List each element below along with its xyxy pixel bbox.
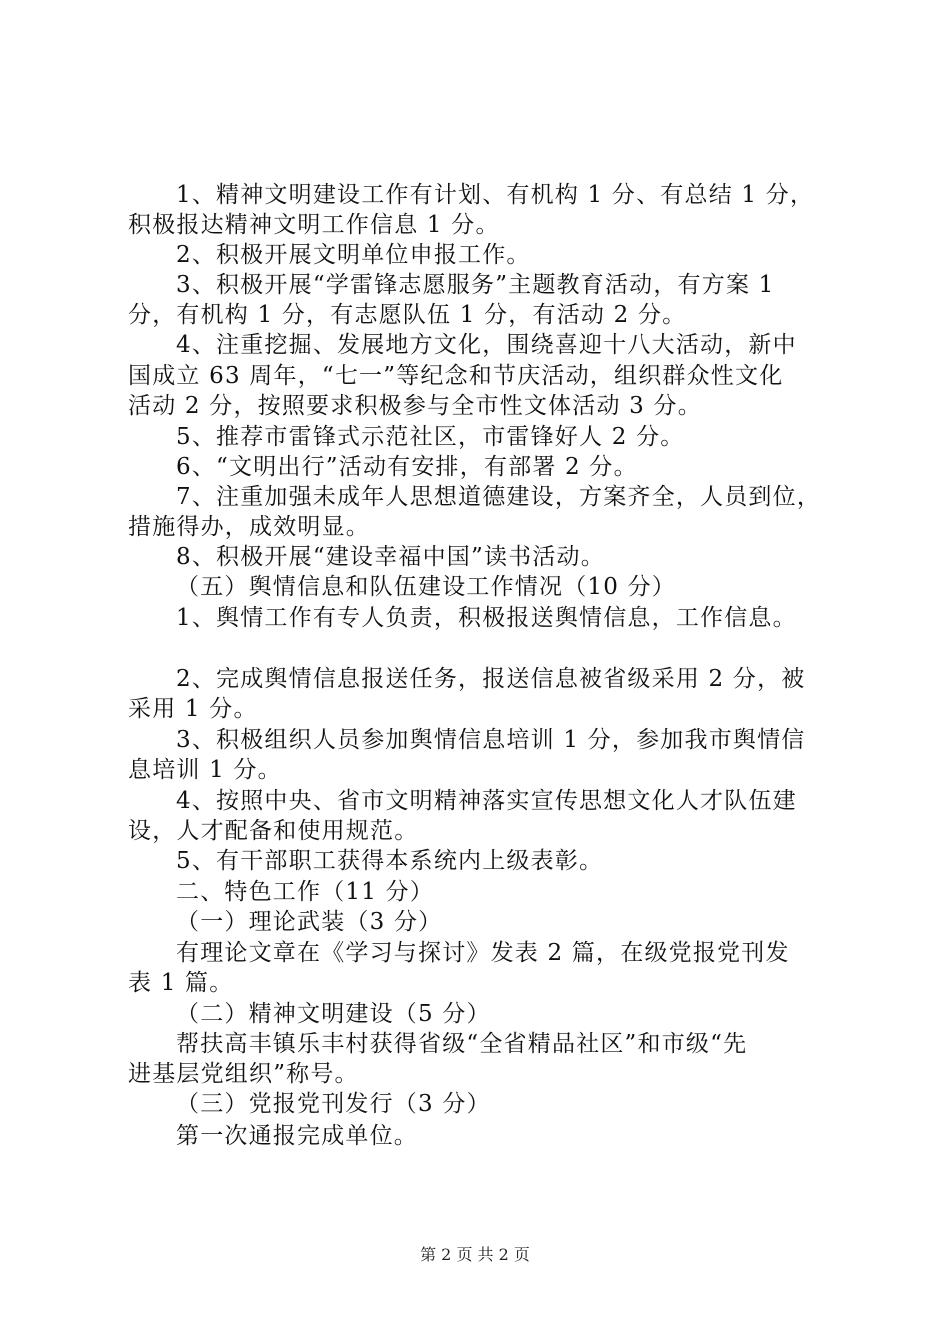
paragraph-line: 4、按照中央、省市文明精神落实宣传思想文化人才队伍建 bbox=[176, 788, 797, 814]
paragraph-line: 3、积极组织人员参加舆情信息培训 1 分，参加我市舆情信 bbox=[176, 727, 806, 753]
paragraph-line: 分，有机构 1 分，有志愿队伍 1 分，有活动 2 分。 bbox=[128, 302, 687, 328]
section-heading: （三）党报党刊发行（3 分） bbox=[176, 1091, 491, 1117]
paragraph-line: 2、积极开展文明单位申报工作。 bbox=[176, 242, 531, 268]
paragraph-line: 1、舆情工作有专人负责，积极报送舆情信息，工作信息。 bbox=[176, 605, 797, 631]
paragraph-line: 积极报达精神文明工作信息 1 分。 bbox=[128, 212, 500, 238]
paragraph-line: 5、有干部职工获得本系统内上级表彰。 bbox=[176, 848, 604, 874]
paragraph-line: 设，人才配备和使用规范。 bbox=[128, 818, 419, 844]
paragraph-line: 2、完成舆情信息报送任务，报送信息被省级采用 2 分，被 bbox=[176, 666, 806, 692]
paragraph-line: 4、注重挖掘、发展地方文化，围绕喜迎十八大活动，新中 bbox=[176, 332, 797, 358]
section-heading: （一）理论武装（3 分） bbox=[176, 909, 443, 935]
section-heading: （五）舆情信息和队伍建设工作情况（10 分） bbox=[176, 574, 676, 600]
paragraph-line: 3、积极开展“学雷锋志愿服务”主题教育活动，有方案 1 bbox=[176, 272, 775, 298]
paragraph-line: 进基层党组织”称号。 bbox=[128, 1061, 359, 1087]
section-heading: 二、特色工作（11 分） bbox=[176, 879, 434, 905]
page-number-footer: 第 2 页 共 2 页 bbox=[420, 1245, 530, 1264]
paragraph-line: 5、推荐市雷锋式示范社区，市雷锋好人 2 分。 bbox=[176, 424, 685, 450]
paragraph-line: 国成立 63 周年，“七一”等纪念和节庆活动，组织群众性文化 bbox=[128, 363, 784, 389]
paragraph-line: 1、精神文明建设工作有计划、有机构 1 分、有总结 1 分， bbox=[176, 182, 815, 208]
paragraph-line: 6、“文明出行”活动有安排，有部署 2 分。 bbox=[176, 454, 638, 480]
paragraph-line: 7、注重加强未成年人思想道德建设，方案齐全，人员到位， bbox=[176, 484, 822, 510]
paragraph-line: 第一次通报完成单位。 bbox=[176, 1123, 418, 1149]
paragraph-line: 采用 1 分。 bbox=[128, 696, 258, 722]
section-heading: （二）精神文明建设（5 分） bbox=[176, 1001, 491, 1027]
paragraph-line: 有理论文章在《学习与探讨》发表 2 篇，在级党报党刊发 bbox=[176, 940, 790, 966]
paragraph-line: 帮扶高丰镇乐丰村获得省级“全省精品社区”和市级“先 bbox=[176, 1031, 748, 1057]
paragraph-line: 活动 2 分，按照要求积极参与全市性文体活动 3 分。 bbox=[128, 393, 702, 419]
paragraph-line: 8、积极开展“建设幸福中国”读书活动。 bbox=[176, 544, 605, 570]
paragraph-line: 息培训 1 分。 bbox=[128, 757, 282, 783]
paragraph-line: 措施得办，成效明显。 bbox=[128, 514, 370, 540]
paragraph-line: 表 1 篇。 bbox=[128, 970, 234, 996]
